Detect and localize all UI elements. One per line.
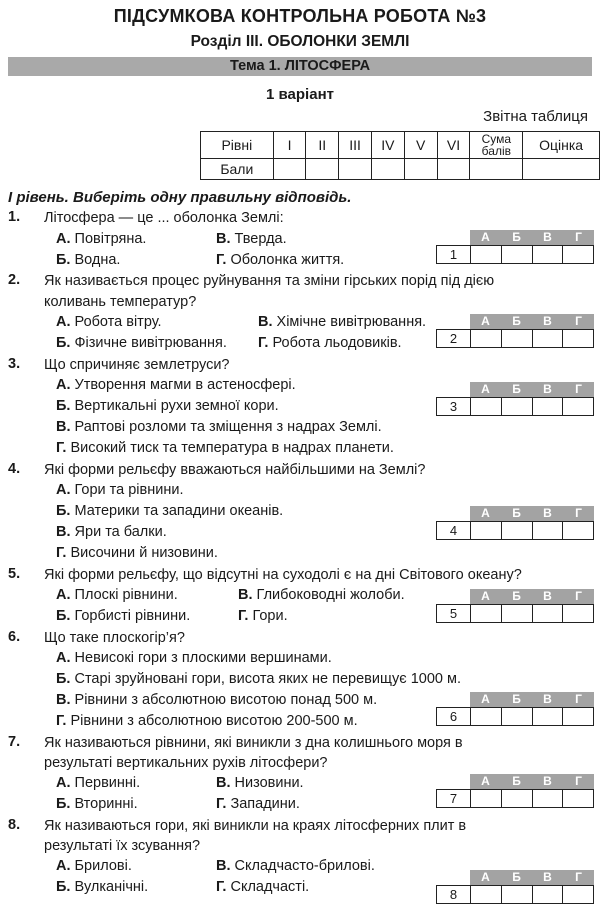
score-cell[interactable] bbox=[306, 159, 339, 180]
answer-grid[interactable]: А Б В Г 7 bbox=[436, 774, 594, 807]
answer-cell[interactable] bbox=[471, 605, 502, 622]
option: Б. Водна. bbox=[56, 252, 121, 268]
option: А. Повітряна. bbox=[56, 231, 147, 247]
option: В. Низовини. bbox=[216, 775, 304, 791]
question-text: Як називаються рівнини, які виникли з дна колишнього моря в bbox=[44, 735, 463, 751]
answer-grid[interactable]: А Б В Г 1 bbox=[436, 230, 594, 263]
answer-grid[interactable]: А Б В Г 2 bbox=[436, 314, 594, 347]
answer-cell[interactable] bbox=[471, 522, 502, 539]
option: Б. Фізичне вивітрювання. bbox=[56, 335, 227, 351]
question-text: Які форми рельєфу вважаються найбільшими на Землі? bbox=[44, 462, 426, 478]
question-box-number: 6 bbox=[437, 708, 471, 725]
answer-cell[interactable] bbox=[502, 398, 533, 415]
answer-cell[interactable] bbox=[533, 330, 564, 347]
score-cell[interactable] bbox=[470, 159, 523, 180]
answer-cell[interactable] bbox=[563, 330, 593, 347]
report-header-cell: Оцінка bbox=[523, 132, 600, 159]
option: Б. Старі зруйновані гори, висота яких не перевищує 1000 м. bbox=[56, 671, 462, 687]
option: Б. Вторинні. bbox=[56, 796, 138, 812]
question-text: Як називається процес руйнування та зміни гірських порід під дією bbox=[44, 273, 495, 289]
report-row-label: Бали bbox=[201, 159, 274, 180]
question-text: результаті вертикальних рухів літосфери? bbox=[44, 755, 328, 771]
variant-label: 1 варіант bbox=[266, 86, 334, 103]
option: Б. Горбисті рівнини. bbox=[56, 608, 191, 624]
question-number: 1. bbox=[8, 209, 21, 225]
report-header-cell: V bbox=[404, 132, 437, 159]
section-title: Розділ ІІІ. ОБОЛОНКИ ЗЕМЛІ bbox=[190, 33, 410, 50]
answer-cell[interactable] bbox=[502, 522, 533, 539]
option: Г. Оболонка життя. bbox=[216, 252, 345, 268]
question-number: 6. bbox=[8, 629, 21, 645]
answer-cell[interactable] bbox=[471, 246, 502, 263]
option: В. Раптові розломи та зміщення з надрах Землі. bbox=[56, 419, 382, 435]
answer-cell[interactable] bbox=[533, 886, 564, 903]
answer-cell[interactable] bbox=[471, 330, 502, 347]
option: В. Яри та балки. bbox=[56, 524, 167, 540]
option: Г. Западини. bbox=[216, 796, 300, 812]
answer-cell[interactable] bbox=[502, 330, 533, 347]
topic-band: Тема 1. ЛІТОСФЕРА bbox=[8, 57, 592, 76]
answer-cell[interactable] bbox=[533, 605, 564, 622]
option: Г. Рівнини з абсолютною висотою 200-500 м. bbox=[56, 713, 358, 729]
option: А. Первинні. bbox=[56, 775, 141, 791]
answer-cell[interactable] bbox=[502, 246, 533, 263]
question-text: Літосфера — це ... оболонка Землі: bbox=[44, 210, 284, 226]
score-cell[interactable] bbox=[371, 159, 404, 180]
report-header-cell: VI bbox=[437, 132, 470, 159]
score-cell[interactable] bbox=[339, 159, 372, 180]
option: А. Невисокі гори з плоскими вершинами. bbox=[56, 650, 332, 666]
answer-grid[interactable]: А Б В Г 5 bbox=[436, 589, 594, 622]
answer-grid[interactable]: А Б В Г 8 bbox=[436, 870, 594, 903]
question-number: 2. bbox=[8, 272, 21, 288]
answer-cell[interactable] bbox=[563, 398, 593, 415]
option: А. Утворення магми в астеносфері. bbox=[56, 377, 296, 393]
option: А. Плоскі рівнини. bbox=[56, 587, 178, 603]
option: В. Рівнини з абсолютною висотою понад 500 м. bbox=[56, 692, 378, 708]
answer-cell[interactable] bbox=[563, 605, 593, 622]
question-box-number: 2 bbox=[437, 330, 471, 347]
answer-grid[interactable]: А Б В Г 3 bbox=[436, 382, 594, 415]
option: В. Глибоководні жолоби. bbox=[238, 587, 405, 603]
report-header-cell: III bbox=[339, 132, 372, 159]
answer-grid[interactable]: А Б В Г 6 bbox=[436, 692, 594, 725]
report-header-cell: Рівні bbox=[201, 132, 274, 159]
report-header-cell: IV bbox=[371, 132, 404, 159]
page-title: ПІДСУМКОВА КОНТРОЛЬНА РОБОТА №3 bbox=[113, 6, 487, 26]
answer-cell[interactable] bbox=[563, 708, 593, 725]
answer-cell[interactable] bbox=[533, 790, 564, 807]
question-box-number: 3 bbox=[437, 398, 471, 415]
question-box-number: 7 bbox=[437, 790, 471, 807]
score-cell[interactable] bbox=[437, 159, 470, 180]
answer-grid[interactable]: А Б В Г 4 bbox=[436, 506, 594, 539]
report-table bbox=[200, 131, 600, 180]
answer-cell[interactable] bbox=[533, 522, 564, 539]
question-text: Що спричиняє землетруси? bbox=[44, 357, 230, 373]
option: Г. Височини й низовини. bbox=[56, 545, 218, 561]
answer-cell[interactable] bbox=[563, 246, 593, 263]
question-box-number: 1 bbox=[437, 246, 471, 263]
score-cell[interactable] bbox=[404, 159, 437, 180]
question-text: Що таке плоскогір’я? bbox=[44, 630, 185, 646]
report-table-caption: Звітна таблиця bbox=[483, 108, 588, 125]
option: Б. Материки та западини океанів. bbox=[56, 503, 284, 519]
report-header-cell: I bbox=[273, 132, 306, 159]
option: А. Гори та рівнини. bbox=[56, 482, 184, 498]
question-number: 5. bbox=[8, 566, 21, 582]
question-text: Як називаються гори, які виникли на краях літосферних плит в bbox=[44, 818, 467, 834]
question-text: Які форми рельєфу, що відсутні на суходолі є на дні Світового океану? bbox=[44, 567, 522, 583]
answer-cell[interactable] bbox=[471, 708, 502, 725]
score-cell[interactable] bbox=[273, 159, 306, 180]
option: А. Робота вітру. bbox=[56, 314, 162, 330]
report-header-cell: II bbox=[306, 132, 339, 159]
answer-cell[interactable] bbox=[502, 605, 533, 622]
option: Б. Вулканічні. bbox=[56, 879, 149, 895]
option: Г. Високий тиск та температура в надрах планети. bbox=[56, 440, 394, 456]
option: Б. Вертикальні рухи земної кори. bbox=[56, 398, 279, 414]
score-cell[interactable] bbox=[523, 159, 600, 180]
option: В. Хімічне вивітрювання. bbox=[258, 314, 427, 330]
question-box-number: 4 bbox=[437, 522, 471, 539]
answer-cell[interactable] bbox=[471, 790, 502, 807]
question-number: 7. bbox=[8, 734, 21, 750]
option: В. Складчасто-брилові. bbox=[216, 858, 375, 874]
option: Г. Складчасті. bbox=[216, 879, 310, 895]
answer-cell[interactable] bbox=[533, 398, 564, 415]
option: А. Брилові. bbox=[56, 858, 132, 874]
answer-cell[interactable] bbox=[502, 790, 533, 807]
answer-cell[interactable] bbox=[502, 708, 533, 725]
answer-cell[interactable] bbox=[563, 522, 593, 539]
answer-cell[interactable] bbox=[533, 708, 564, 725]
level-heading: І рівень. Виберіть одну правильну відповідь. bbox=[8, 189, 352, 206]
answer-cell[interactable] bbox=[471, 886, 502, 903]
option: Г. Гори. bbox=[238, 608, 288, 624]
question-box-number: 8 bbox=[437, 886, 471, 903]
question-box-number: 5 bbox=[437, 605, 471, 622]
option: В. Тверда. bbox=[216, 231, 287, 247]
answer-cell[interactable] bbox=[471, 398, 502, 415]
question-number: 8. bbox=[8, 817, 21, 833]
answer-cell[interactable] bbox=[563, 790, 593, 807]
option: Г. Робота льодовиків. bbox=[258, 335, 402, 351]
report-header-cell: Сума балів bbox=[470, 132, 523, 159]
question-text: результаті їх зсування? bbox=[44, 838, 201, 854]
answer-cell[interactable] bbox=[563, 886, 593, 903]
question-text: коливань температур? bbox=[44, 294, 197, 310]
answer-cell[interactable] bbox=[502, 886, 533, 903]
question-number: 3. bbox=[8, 356, 21, 372]
answer-cell[interactable] bbox=[533, 246, 564, 263]
question-number: 4. bbox=[8, 461, 21, 477]
